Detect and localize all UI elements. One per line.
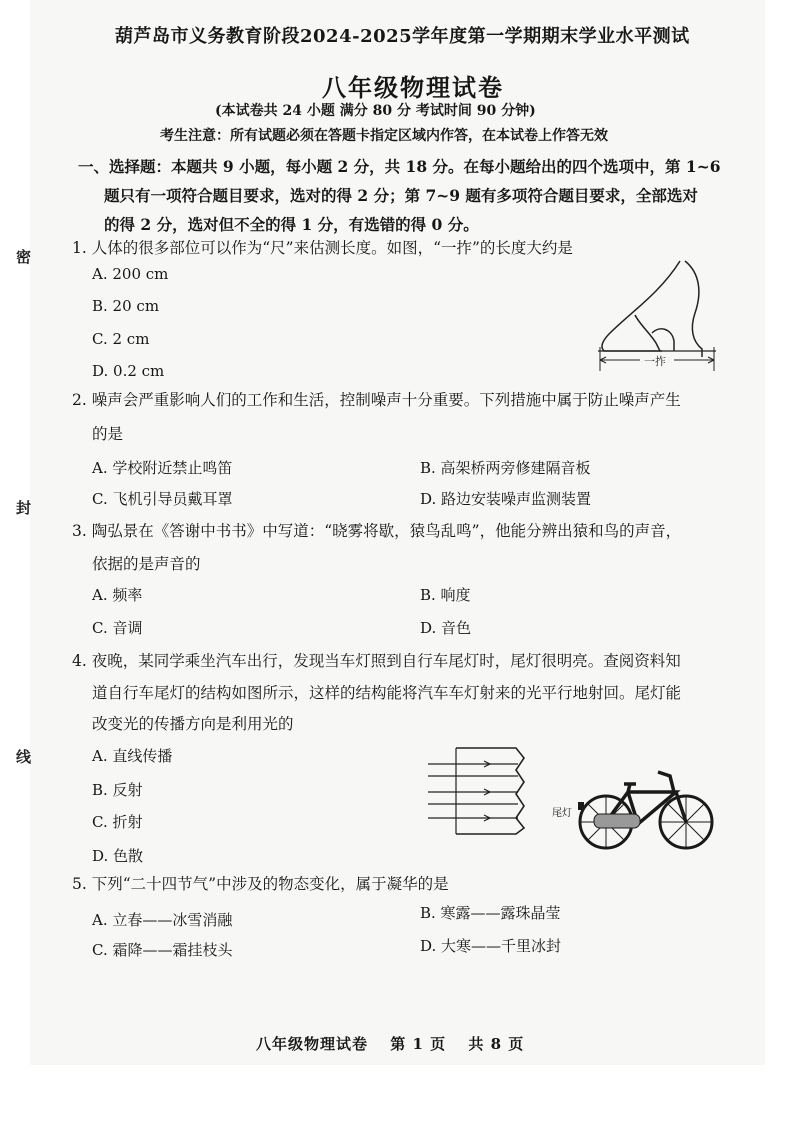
q3-option-b: B. 响度	[420, 586, 471, 604]
q3-option-c: C. 音调	[92, 619, 143, 637]
question-1-stem: 1. 人体的很多部位可以作为“尺”来估测长度。如图，“一拃”的长度大约是	[72, 239, 573, 257]
question-4-stem-line1: 4. 夜晚，某同学乘坐汽车出行，发现当车灯照到自行车尾灯时，尾灯很明亮。查阅资料知	[72, 652, 681, 670]
question-5-stem: 5. 下列“二十四节气”中涉及的物态变化，属于凝华的是	[72, 875, 449, 893]
q2-option-a: A. 学校附近禁止鸣笛	[92, 459, 233, 477]
footer-total-pages: 共 8 页	[468, 1035, 525, 1053]
q2-option-b: B. 高架桥两旁修建隔音板	[420, 459, 591, 477]
candidate-notice: 考生注意：所有试题必须在答题卡指定区域内作答，在本试卷上作答无效	[160, 128, 608, 144]
footer-subject: 八年级物理试卷	[256, 1035, 369, 1053]
q4-option-b: B. 反射	[92, 781, 143, 799]
q5-option-b: B. 寒露——露珠晶莹	[420, 904, 561, 922]
chain-guard-icon	[594, 814, 640, 828]
reflector-prism-icon	[456, 748, 524, 834]
exam-title: 葫芦岛市义务教育阶段2024-2025学年度第一学期期末学业水平测试	[115, 26, 690, 47]
binding-mark-seal: 密	[16, 248, 32, 266]
question-3-stem-line2: 依据的是声音的	[92, 555, 201, 573]
tail-light-reflector-diagram	[426, 742, 536, 838]
question-3-stem-line1: 3. 陶弘景在《答谢中书书》中写道：“晓雾将歇，猿鸟乱鸣”，他能分辨出猿和鸟的声音，	[72, 522, 682, 540]
question-2-stem-line2: 的是	[92, 425, 124, 443]
q2-option-d: D. 路边安装噪声监测装置	[420, 490, 592, 508]
q2-option-c: C. 飞机引导员戴耳罩	[92, 490, 233, 508]
question-4-stem-line3: 改变光的传播方向是利用光的	[92, 715, 294, 733]
paper-title: 八年级物理试卷	[322, 73, 504, 102]
hand-span-label: 一拃	[644, 355, 666, 368]
footer-page-number: 第 1 页	[390, 1035, 447, 1053]
q4-option-d: D. 色散	[92, 847, 144, 865]
q5-option-d: D. 大寒——千里冰封	[420, 937, 562, 955]
q5-option-c: C. 霜降——霜挂枝头	[92, 941, 233, 959]
tail-light-label: 尾灯	[552, 808, 572, 819]
q1-option-a: A. 200 cm	[92, 265, 169, 283]
q4-option-a: A. 直线传播	[92, 747, 173, 765]
binding-mark-sealed: 封	[16, 499, 32, 517]
q5-option-a: A. 立春——冰雪消融	[92, 911, 233, 929]
hand-outline-icon	[685, 261, 702, 357]
page-footer	[256, 1033, 540, 1054]
question-4-stem-line2: 道自行车尾灯的结构如图所示，这样的结构能将汽车车灯射来的光平行地射回。尾灯能	[92, 684, 682, 702]
q3-option-d: D. 音色	[420, 619, 472, 637]
section-instructions-line1: 一、选择题：本题共 9 小题，每小题 2 分，共 18 分。在每小题给出的四个选项中，第 1~6	[78, 157, 721, 176]
section-instructions-line3: 的得 2 分，选对但不全的得 1 分，有选错的得 0 分。	[104, 215, 479, 234]
tail-light-icon	[578, 802, 584, 810]
q1-option-c: C. 2 cm	[92, 330, 150, 348]
q4-option-c: C. 折射	[92, 813, 143, 831]
q1-option-d: D. 0.2 cm	[92, 362, 165, 380]
q3-option-a: A. 频率	[92, 586, 143, 604]
section-instructions-line2: 题只有一项符合题目要求，选对的得 2 分；第 7~9 题有多项符合题目要求，全部选对	[104, 186, 698, 205]
question-2-stem-line1: 2. 噪声会严重影响人们的工作和生活，控制噪声十分重要。下列措施中属于防止噪声产生	[72, 391, 681, 409]
hand-span-figure	[590, 253, 720, 373]
binding-mark-line: 线	[16, 748, 32, 766]
exam-info: (本试卷共 24 小题 满分 80 分 考试时间 90 分钟)	[215, 103, 536, 119]
q1-option-b: B. 20 cm	[92, 297, 160, 315]
bicycle-figure	[576, 762, 716, 854]
